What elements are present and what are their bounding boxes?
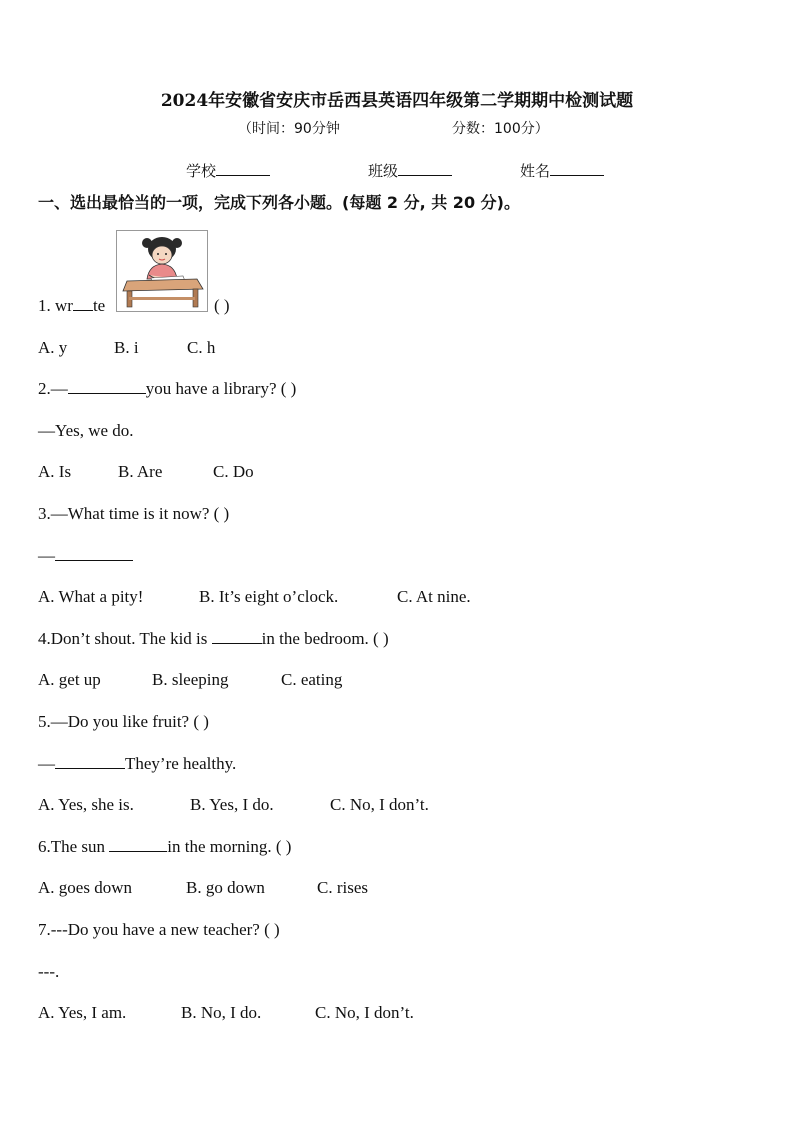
class-blank[interactable] xyxy=(398,161,452,176)
q6-option-a[interactable]: A. goes down xyxy=(38,878,132,897)
q2-option-b[interactable]: B. Are xyxy=(118,462,163,481)
question-4 xyxy=(38,629,389,649)
q2-option-c[interactable]: C. Do xyxy=(213,462,254,481)
name-blank[interactable] xyxy=(550,161,604,176)
q5-reply-text: They’re healthy. xyxy=(125,754,237,773)
page-title: 2024年安徽省安庆市岳西县英语四年级第二学期期中检测试题 xyxy=(160,91,634,111)
q6-text-b: in the morning. ( ) xyxy=(167,837,292,856)
q7-option-c[interactable]: C. No, I don’t. xyxy=(315,1003,414,1022)
class-field xyxy=(368,160,452,181)
q1-option-a[interactable]: A. y xyxy=(38,338,68,357)
q1-option-b[interactable]: B. i xyxy=(114,338,139,357)
question-3: 3.—What time is it now? ( ) xyxy=(38,504,230,523)
q5-reply xyxy=(38,754,236,774)
q7-reply: ---. xyxy=(38,962,60,981)
q3-reply xyxy=(38,546,133,566)
q4-option-a[interactable]: A. get up xyxy=(38,670,101,689)
q3-option-c[interactable]: C. At nine. xyxy=(397,587,471,606)
question-5: 5.—Do you like fruit? ( ) xyxy=(38,712,209,731)
q3-blank[interactable] xyxy=(55,546,133,561)
q2-reply: —Yes, we do. xyxy=(38,421,134,440)
q2-option-a[interactable]: A. Is xyxy=(38,462,72,481)
q4-text-a: 4.Don’t shout. The kid is xyxy=(38,629,208,648)
q3-option-a[interactable]: A. What a pity! xyxy=(38,587,144,606)
q1-option-c[interactable]: C. h xyxy=(187,338,216,357)
school-blank[interactable] xyxy=(216,161,270,176)
q2-prefix: 2.— xyxy=(38,379,68,398)
name-field xyxy=(520,160,604,181)
q4-text-b: in the bedroom. ( ) xyxy=(261,629,389,648)
q1-blank[interactable] xyxy=(73,296,93,311)
school-label: 学校 xyxy=(186,162,217,180)
q7-option-b[interactable]: B. No, I do. xyxy=(181,1003,262,1022)
name-label: 姓名 xyxy=(520,162,551,180)
question-6 xyxy=(38,837,291,857)
q6-text-a: 6.The sun xyxy=(38,837,106,856)
q2-blank[interactable] xyxy=(68,379,146,394)
girl-writing-icon xyxy=(117,231,207,311)
q1-answer-paren[interactable]: ( ) xyxy=(214,296,230,315)
class-label: 班级 xyxy=(368,162,399,180)
q3-reply-dash: — xyxy=(38,546,55,565)
section-heading: 一、选出最恰当的一项，完成下列各小题。(每题 2 分, 共 20 分)。 xyxy=(38,193,520,212)
q5-blank[interactable] xyxy=(55,754,125,769)
q3-option-b[interactable]: B. It’s eight o’clock. xyxy=(199,587,339,606)
q1-suffix: te xyxy=(92,296,106,315)
q2-text: you have a library? ( ) xyxy=(145,379,297,398)
question-1 xyxy=(38,296,105,316)
school-field xyxy=(186,160,270,181)
q6-option-c[interactable]: C. rises xyxy=(317,878,368,897)
q4-blank[interactable] xyxy=(212,629,262,644)
q6-blank[interactable] xyxy=(109,837,167,852)
exam-time: （时间：90分钟 xyxy=(238,121,340,137)
q5-reply-dash: — xyxy=(38,754,55,773)
question-7: 7.---Do you have a new teacher? ( ) xyxy=(38,920,280,939)
exam-score: 分数：100分） xyxy=(452,121,549,137)
q5-option-a[interactable]: A. Yes, she is. xyxy=(38,795,134,814)
q1-prefix: 1. wr xyxy=(38,296,73,315)
q4-option-c[interactable]: C. eating xyxy=(281,670,343,689)
q5-option-b[interactable]: B. Yes, I do. xyxy=(190,795,274,814)
q5-option-c[interactable]: C. No, I don’t. xyxy=(330,795,429,814)
girl-writing-illustration xyxy=(116,230,208,312)
question-2 xyxy=(38,379,296,399)
q6-option-b[interactable]: B. go down xyxy=(186,878,265,897)
q7-option-a[interactable]: A. Yes, I am. xyxy=(38,1003,127,1022)
q4-option-b[interactable]: B. sleeping xyxy=(152,670,229,689)
